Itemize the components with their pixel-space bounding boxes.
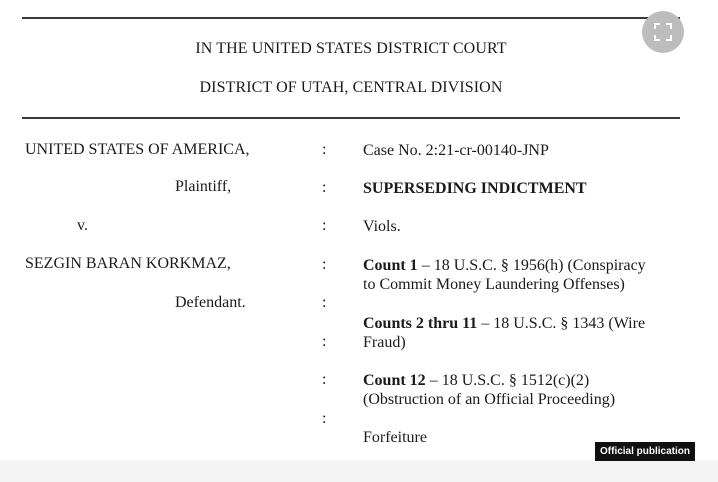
count-entry bbox=[363, 256, 646, 294]
caption-colon: : bbox=[322, 371, 327, 388]
caption-colon: : bbox=[322, 217, 327, 234]
court-title: IN THE UNITED STATES DISTRICT COURT bbox=[195, 40, 507, 57]
versus-label: v. bbox=[77, 217, 88, 234]
plaintiff-name: UNITED STATES OF AMERICA, bbox=[25, 141, 250, 158]
count-description: (Obstruction of an Official Proceeding) bbox=[363, 391, 616, 408]
plaintiff-role: Plaintiff, bbox=[175, 178, 232, 195]
count-description: to Commit Money Laundering Offenses) bbox=[363, 276, 625, 293]
count-entry bbox=[363, 314, 645, 352]
count-label: Count 12 bbox=[363, 372, 426, 389]
caption-colon: : bbox=[322, 410, 327, 427]
caption-colon: : bbox=[322, 333, 327, 350]
count-label: Counts 2 thru 11 bbox=[363, 315, 478, 332]
caption-rule bbox=[22, 117, 680, 119]
caption-colon: : bbox=[322, 294, 327, 311]
district-title: DISTRICT OF UTAH, CENTRAL DIVISION bbox=[199, 79, 503, 96]
count-description: Fraud) bbox=[363, 334, 406, 351]
caption-colon: : bbox=[322, 256, 327, 273]
official-publication-badge: Official publication bbox=[595, 442, 695, 461]
caption-colon: : bbox=[322, 179, 327, 196]
bottom-strip bbox=[0, 460, 718, 482]
fullscreen-expand-icon bbox=[654, 23, 672, 41]
viols-label: Viols. bbox=[363, 218, 401, 235]
defendant-role: Defendant. bbox=[175, 294, 246, 311]
case-number: Case No. 2:21-cr-00140-JNP bbox=[363, 142, 549, 159]
count-statute: – 18 U.S.C. § 1343 (Wire bbox=[477, 315, 646, 332]
count-statute: – 18 U.S.C. § 1956(h) (Conspiracy bbox=[417, 257, 646, 274]
defendant-name: SEZGIN BARAN KORKMAZ, bbox=[25, 255, 231, 272]
fullscreen-button[interactable] bbox=[642, 11, 684, 53]
top-rule bbox=[22, 17, 680, 19]
count-label: Count 1 bbox=[363, 257, 418, 274]
document-type: SUPERSEDING INDICTMENT bbox=[363, 180, 587, 197]
forfeiture-label: Forfeiture bbox=[363, 429, 427, 446]
count-statute: – 18 U.S.C. § 1512(c)(2) bbox=[425, 372, 590, 389]
count-entry bbox=[363, 371, 615, 409]
caption-colon: : bbox=[322, 141, 327, 158]
